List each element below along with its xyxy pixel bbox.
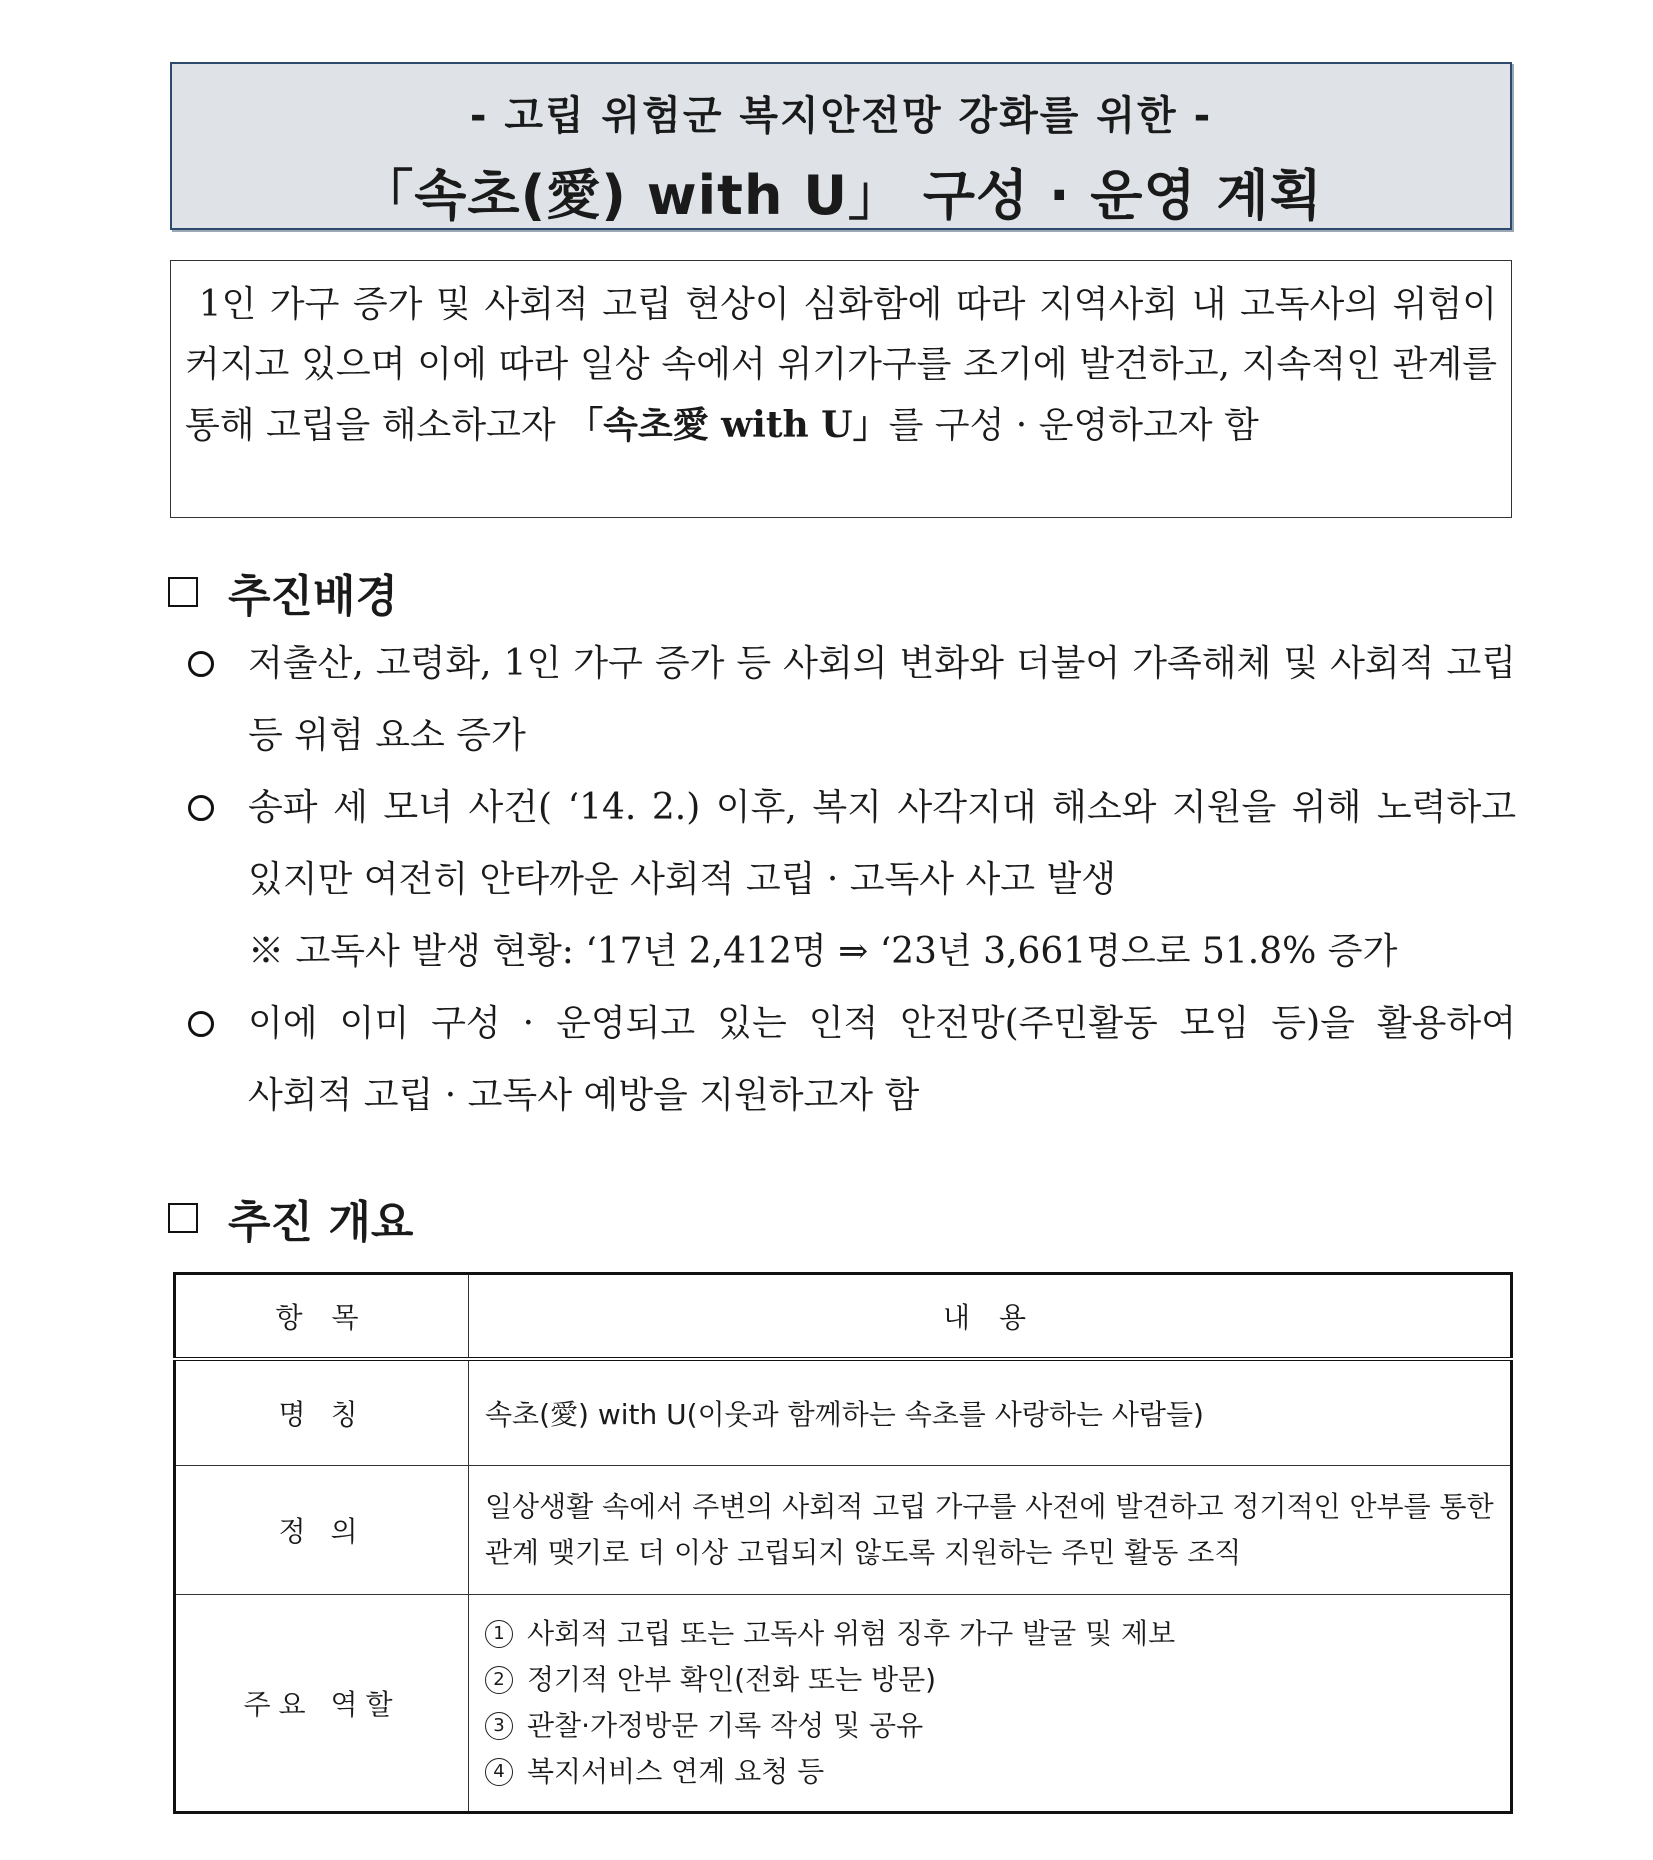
- circle-bullet-icon: [188, 795, 214, 821]
- row-label-roles: 주요 역할: [175, 1595, 469, 1813]
- list-item: [485, 1703, 1494, 1749]
- statistics-note: ※ 고독사 발생 현황: ‘17년 2,412명 ⇒ ‘23년 3,661명으로 51.8% 증가: [248, 931, 1398, 972]
- bullet-text: 저출산, 고령화, 1인 가구 증가 등 사회의 변화와 더불어 가족해체 및 사회적 고립 등 위험 요소 증가: [248, 643, 1516, 756]
- title-main: 「속초(愛) with U」 구성 · 운영 계획: [359, 164, 1323, 227]
- role-text: 사회적 고립 또는 고독사 위험 징후 가구 발굴 및 제보: [527, 1617, 1176, 1650]
- table-header-row: [175, 1274, 1512, 1360]
- checkbox-icon: [168, 577, 198, 607]
- header-item: 항 목: [175, 1274, 469, 1360]
- role-text: 관찰·가정방문 기록 작성 및 공유: [527, 1709, 924, 1742]
- summary-text-after: 를 구성 · 운영하고자 함: [888, 405, 1259, 446]
- circled-number: 4: [485, 1758, 513, 1786]
- list-item: [485, 1611, 1494, 1657]
- bullet-text: 이에 이미 구성 · 운영되고 있는 인적 안전망(주민활동 모임 등)을 활용하여 사회적 고립 · 고독사 예방을 지원하고자 함: [248, 1003, 1516, 1116]
- row-value-roles: [469, 1595, 1512, 1813]
- bullet-item: [184, 772, 1516, 916]
- summary-text-before: 1인 가구 증가 및 사회적 고립 현상이 심화함에 따라 지역사회 내 고독사의 위험이 커지고 있으며 이에 따라 일상 속에서 위기가구를 조기에 발견하고, 지속적인 관계를 통해 고립을 해소하고자: [185, 284, 1497, 446]
- row-value-name: 속초(愛) with U(이웃과 함께하는 속초를 사랑하는 사람들): [469, 1359, 1512, 1466]
- section-heading-text: 추진배경: [228, 571, 399, 622]
- list-item: [485, 1749, 1494, 1795]
- background-bullets: [184, 628, 1516, 1132]
- summary-paragraph: [185, 275, 1497, 456]
- table-row: [175, 1595, 1512, 1813]
- circled-number: 3: [485, 1712, 513, 1740]
- role-list: [485, 1611, 1494, 1795]
- bullet-text: 송파 세 모녀 사건( ‘14. 2.) 이후, 복지 사각지대 해소와 지원을 위해 노력하고 있지만 여전히 안타까운 사회적 고립 · 고독사 사고 발생: [248, 787, 1516, 900]
- title-subtitle: - 고립 위험군 복지안전망 강화를 위한 -: [469, 93, 1213, 139]
- header-content: 내 용: [469, 1274, 1512, 1360]
- circled-number: 2: [485, 1666, 513, 1694]
- row-value-definition: 일상생활 속에서 주변의 사회적 고립 가구를 사전에 발견하고 정기적인 안부를 통한 관계 맺기로 더 이상 고립되지 않도록 지원하는 주민 활동 조직: [469, 1466, 1512, 1595]
- bullet-item: [184, 628, 1516, 772]
- section-heading-text: 추진 개요: [228, 1197, 414, 1248]
- row-label-name: 명 칭: [175, 1359, 469, 1466]
- document-title-box: [170, 62, 1512, 230]
- section-heading-background: [168, 560, 398, 624]
- circled-number: 1: [485, 1620, 513, 1648]
- circle-bullet-icon: [188, 1011, 214, 1037]
- overview-table: [173, 1272, 1513, 1814]
- summary-bold-name: 「속초愛 with U」: [567, 404, 889, 446]
- bullet-item: [184, 988, 1516, 1132]
- circle-bullet-icon: [188, 651, 214, 677]
- table-row: [175, 1359, 1512, 1466]
- role-text: 복지서비스 연계 요청 등: [527, 1755, 825, 1788]
- role-text: 정기적 안부 확인(전화 또는 방문): [527, 1663, 937, 1696]
- table-row: [175, 1466, 1512, 1595]
- section-heading-overview: [168, 1186, 413, 1250]
- row-label-definition: 정 의: [175, 1466, 469, 1595]
- checkbox-icon: [168, 1203, 198, 1233]
- summary-box: [170, 260, 1512, 518]
- list-item: [485, 1657, 1494, 1703]
